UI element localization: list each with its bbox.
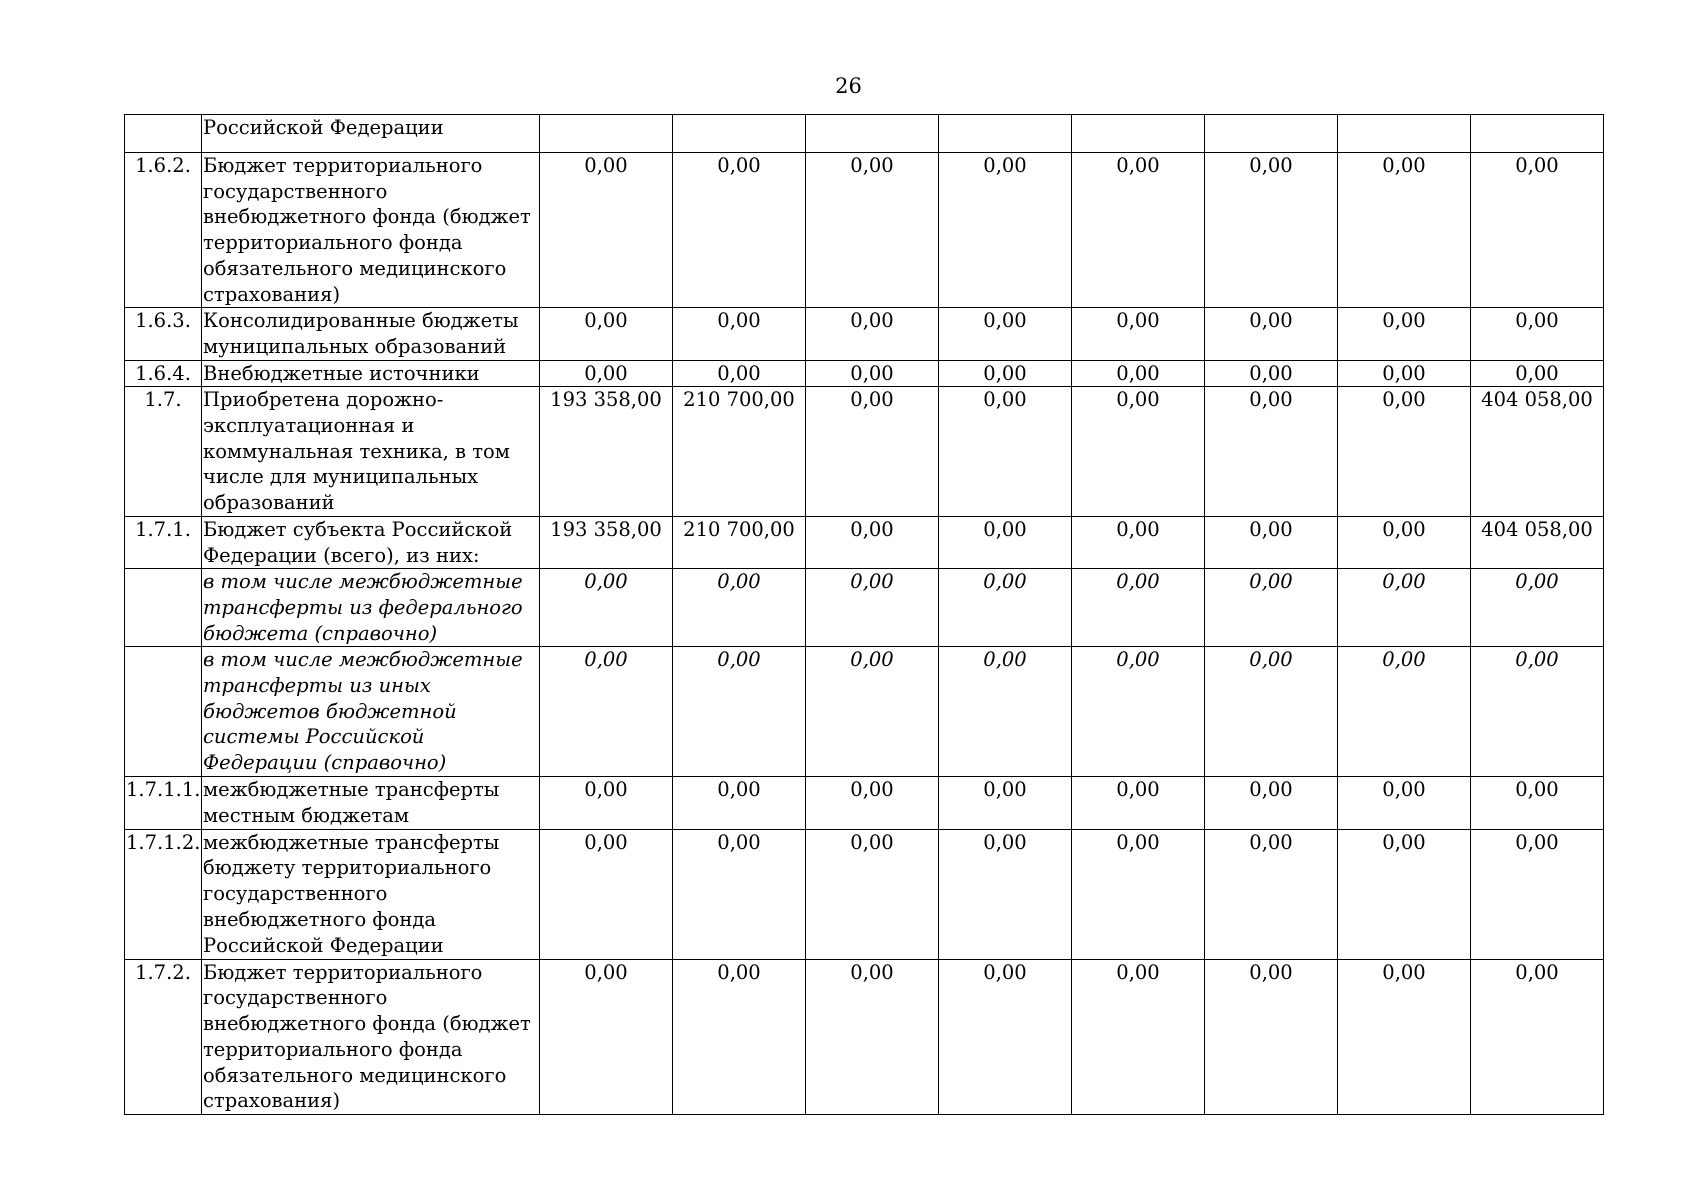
page-number: 26 xyxy=(835,74,862,98)
value-cell: 0,00 xyxy=(806,360,939,387)
value-cell: 0,00 xyxy=(1338,516,1471,568)
value-cell xyxy=(806,115,939,153)
value-cell: 0,00 xyxy=(540,959,673,1114)
value-cell: 0,00 xyxy=(1205,777,1338,829)
value-cell: 0,00 xyxy=(540,308,673,360)
value-cell: 0,00 xyxy=(939,647,1072,777)
value-cell: 0,00 xyxy=(1205,153,1338,308)
value-cell xyxy=(1072,115,1205,153)
value-cell: 0,00 xyxy=(939,829,1072,959)
value-cell: 0,00 xyxy=(1471,829,1604,959)
value-cell xyxy=(673,115,806,153)
table-row xyxy=(125,569,1604,647)
value-cell: 0,00 xyxy=(1072,647,1205,777)
value-cell: 0,00 xyxy=(939,360,1072,387)
row-number xyxy=(125,115,202,153)
value-cell: 0,00 xyxy=(1471,153,1604,308)
value-cell: 0,00 xyxy=(806,829,939,959)
table-row xyxy=(125,777,1604,829)
value-cell xyxy=(1205,115,1338,153)
row-number: 1.7. xyxy=(125,387,202,517)
value-cell: 0,00 xyxy=(1338,569,1471,647)
value-cell: 193 358,00 xyxy=(540,387,673,517)
value-cell: 0,00 xyxy=(1205,516,1338,568)
value-cell: 0,00 xyxy=(1338,777,1471,829)
row-label: в том числе межбюджетные трансферты из федерального бюджета (справочно) xyxy=(202,569,540,647)
table-row xyxy=(125,360,1604,387)
value-cell: 0,00 xyxy=(1205,569,1338,647)
value-cell: 0,00 xyxy=(1338,153,1471,308)
row-label: межбюджетные трансферты местным бюджетам xyxy=(202,777,540,829)
table-row xyxy=(125,647,1604,777)
value-cell: 0,00 xyxy=(1338,360,1471,387)
row-label: Бюджет территориального государственного внебюджетного фонда (бюджет территориального фонда обязательного медицинского страхования) xyxy=(202,959,540,1114)
value-cell xyxy=(1471,115,1604,153)
value-cell: 0,00 xyxy=(1471,647,1604,777)
value-cell: 0,00 xyxy=(1072,777,1205,829)
value-cell: 0,00 xyxy=(806,959,939,1114)
row-number: 1.7.2. xyxy=(125,959,202,1114)
value-cell: 0,00 xyxy=(540,829,673,959)
row-number xyxy=(125,647,202,777)
value-cell xyxy=(1338,115,1471,153)
value-cell: 0,00 xyxy=(1338,308,1471,360)
value-cell: 0,00 xyxy=(1338,829,1471,959)
value-cell: 0,00 xyxy=(806,777,939,829)
value-cell: 0,00 xyxy=(1471,959,1604,1114)
value-cell: 0,00 xyxy=(673,308,806,360)
value-cell: 0,00 xyxy=(939,387,1072,517)
value-cell xyxy=(939,115,1072,153)
table-row xyxy=(125,153,1604,308)
row-number: 1.7.1.2. xyxy=(125,829,202,959)
value-cell: 0,00 xyxy=(1205,959,1338,1114)
row-label: межбюджетные трансферты бюджету территориального государственного внебюджетного фонда Российской Федерации xyxy=(202,829,540,959)
value-cell: 0,00 xyxy=(1072,516,1205,568)
row-number xyxy=(125,569,202,647)
value-cell: 0,00 xyxy=(806,569,939,647)
value-cell: 193 358,00 xyxy=(540,516,673,568)
row-label: Бюджет территориального государственного внебюджетного фонда (бюджет территориального фонда обязательного медицинского страхования) xyxy=(202,153,540,308)
value-cell: 0,00 xyxy=(939,308,1072,360)
value-cell: 0,00 xyxy=(806,387,939,517)
row-number: 1.6.2. xyxy=(125,153,202,308)
row-number: 1.7.1.1. xyxy=(125,777,202,829)
value-cell: 404 058,00 xyxy=(1471,516,1604,568)
table-row xyxy=(125,308,1604,360)
table-row xyxy=(125,516,1604,568)
value-cell: 0,00 xyxy=(673,647,806,777)
value-cell: 0,00 xyxy=(1471,308,1604,360)
value-cell: 0,00 xyxy=(1471,360,1604,387)
value-cell: 0,00 xyxy=(1072,387,1205,517)
row-label: Российской Федерации xyxy=(202,115,540,153)
value-cell: 0,00 xyxy=(806,153,939,308)
value-cell: 0,00 xyxy=(939,516,1072,568)
value-cell: 0,00 xyxy=(1072,569,1205,647)
value-cell: 0,00 xyxy=(540,360,673,387)
value-cell: 0,00 xyxy=(1072,829,1205,959)
value-cell: 0,00 xyxy=(939,777,1072,829)
value-cell: 0,00 xyxy=(939,569,1072,647)
row-label: Бюджет субъекта Российской Федерации (всего), из них: xyxy=(202,516,540,568)
value-cell: 0,00 xyxy=(1471,777,1604,829)
row-label: Консолидированные бюджеты муниципальных образований xyxy=(202,308,540,360)
value-cell: 0,00 xyxy=(673,360,806,387)
value-cell: 0,00 xyxy=(1338,387,1471,517)
value-cell: 0,00 xyxy=(1072,153,1205,308)
row-number: 1.6.3. xyxy=(125,308,202,360)
table-row xyxy=(125,115,1604,153)
row-label: в том числе межбюджетные трансферты из иных бюджетов бюджетной системы Российской Федерации (справочно) xyxy=(202,647,540,777)
table-body xyxy=(125,115,1604,1115)
value-cell: 0,00 xyxy=(540,647,673,777)
value-cell: 0,00 xyxy=(806,308,939,360)
value-cell: 0,00 xyxy=(1072,308,1205,360)
value-cell: 0,00 xyxy=(1338,959,1471,1114)
value-cell: 0,00 xyxy=(939,153,1072,308)
table-row xyxy=(125,959,1604,1114)
value-cell: 0,00 xyxy=(1205,647,1338,777)
value-cell: 0,00 xyxy=(673,777,806,829)
value-cell: 0,00 xyxy=(806,516,939,568)
value-cell: 404 058,00 xyxy=(1471,387,1604,517)
value-cell: 0,00 xyxy=(1205,360,1338,387)
value-cell: 0,00 xyxy=(540,153,673,308)
value-cell: 0,00 xyxy=(1471,569,1604,647)
row-number: 1.6.4. xyxy=(125,360,202,387)
table-row xyxy=(125,387,1604,517)
value-cell: 0,00 xyxy=(540,777,673,829)
value-cell: 0,00 xyxy=(673,153,806,308)
value-cell: 0,00 xyxy=(673,569,806,647)
value-cell: 210 700,00 xyxy=(673,387,806,517)
value-cell: 0,00 xyxy=(1205,387,1338,517)
value-cell: 0,00 xyxy=(1338,647,1471,777)
row-label: Внебюджетные источники xyxy=(202,360,540,387)
budget-table xyxy=(124,114,1604,1115)
value-cell: 0,00 xyxy=(1205,308,1338,360)
value-cell: 0,00 xyxy=(1205,829,1338,959)
table-row xyxy=(125,829,1604,959)
value-cell: 0,00 xyxy=(673,829,806,959)
value-cell: 0,00 xyxy=(1072,360,1205,387)
value-cell: 210 700,00 xyxy=(673,516,806,568)
value-cell: 0,00 xyxy=(673,959,806,1114)
value-cell: 0,00 xyxy=(939,959,1072,1114)
row-label: Приобретена дорожно-эксплуатационная и коммунальная техника, в том числе для муниципальных образований xyxy=(202,387,540,517)
value-cell: 0,00 xyxy=(1072,959,1205,1114)
value-cell: 0,00 xyxy=(540,569,673,647)
value-cell: 0,00 xyxy=(806,647,939,777)
value-cell xyxy=(540,115,673,153)
row-number: 1.7.1. xyxy=(125,516,202,568)
